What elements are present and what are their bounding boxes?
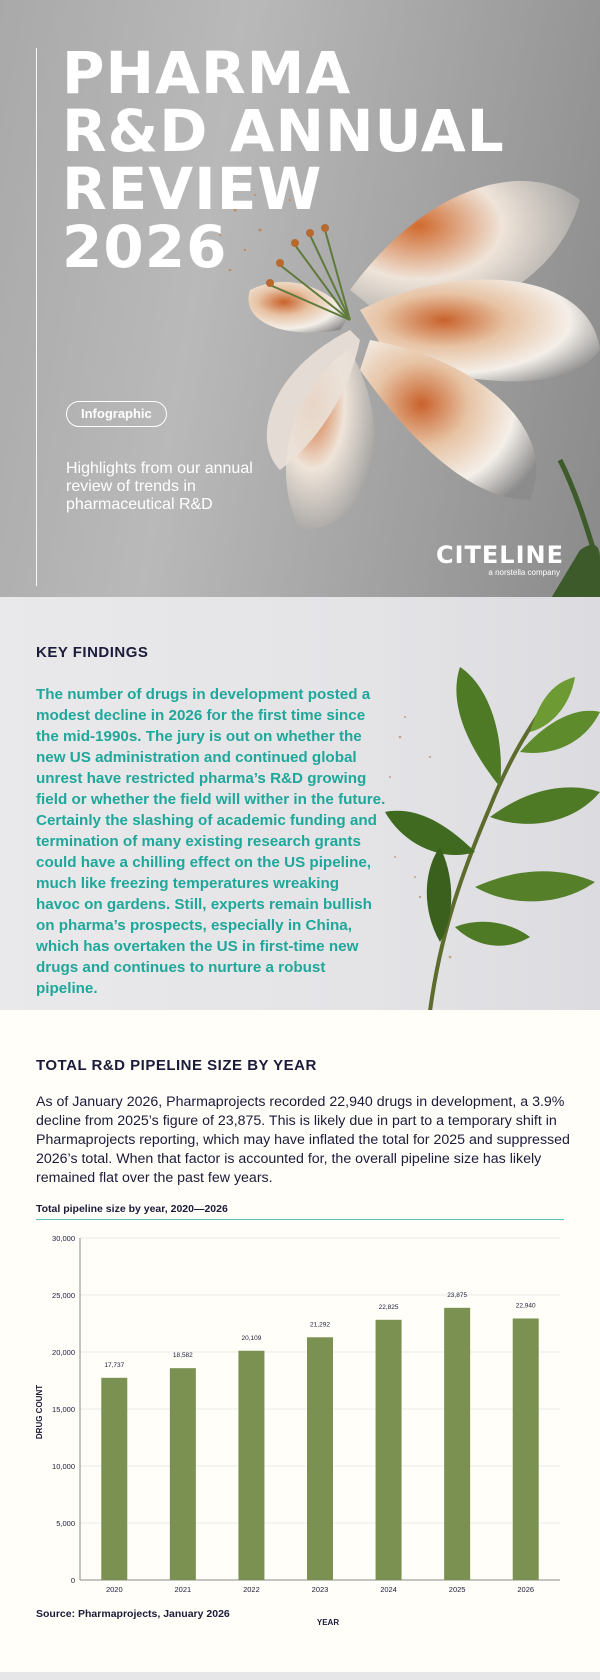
key-findings-section (0, 597, 600, 1010)
x-tick-label: 2024 (380, 1585, 397, 1594)
y-tick-label: 20,000 (52, 1348, 75, 1357)
hero-subtitle: Highlights from our annual review of trends in pharmaceutical R&D (66, 460, 253, 513)
infographic-badge: Infographic (66, 401, 167, 427)
key-findings-heading: KEY FINDINGS (36, 644, 149, 661)
pipeline-bar-chart (20, 1232, 580, 1632)
bar-2022 (238, 1351, 264, 1580)
y-tick-label: 30,000 (52, 1234, 75, 1243)
x-tick-label: 2022 (243, 1585, 260, 1594)
bar-value-label: 23,875 (447, 1291, 468, 1299)
bar-value-label: 20,109 (241, 1334, 262, 1342)
bar-value-label: 18,582 (172, 1352, 193, 1360)
bar-value-label: 17,737 (104, 1361, 125, 1369)
key-findings-text: The number of drugs in development posted a modest decline in 2026 for the first time since the mid-1990s. The jury is out on whether the new US administration and continued global unrest have restricted pharma’s R&D growing field or whether the field will wither in the future. Certainly the slashing of academic funding and termination of many existing research grants could have a chilling effect on the US pipeline, much like freezing temperatures wreaking havoc on gardens. Still, experts remain bullish on pharma’s prospects, especially in China, which has overtaken the US in first-time new drugs and continues to nurture a robust pipeline. (36, 686, 386, 997)
bar-2021 (170, 1368, 196, 1580)
bar-2024 (376, 1320, 402, 1580)
pipeline-section (0, 1010, 600, 1670)
chart-caption: Total pipeline size by year, 2020—2026 (36, 1203, 564, 1220)
x-tick-label: 2023 (311, 1585, 329, 1594)
bar-value-label: 22,825 (378, 1303, 399, 1311)
x-axis-label: YEAR (316, 1618, 340, 1627)
citeline-logo (436, 542, 564, 578)
x-tick-label: 2025 (448, 1585, 466, 1594)
bar-2025 (444, 1308, 470, 1580)
y-tick-label: 0 (70, 1576, 75, 1585)
pipeline-text: As of January 2026, Pharmaprojects recorded 22,940 drugs in development, a 3.9% decline from 2025’s figure of 23,875. This is likely due in part to a temporary shift in Pharmaprojects reporting, which may have inflated the total for 2025 and suppressed 2026’s total. When that factor is accounted for, the overall pipeline size has likely remained flat over the past few years. (36, 1094, 570, 1186)
bar-2020 (101, 1378, 127, 1580)
chart-source: Source: Pharmaprojects, January 2026 (36, 1608, 230, 1620)
bar-value-label: 21,292 (310, 1321, 330, 1329)
hero-section (0, 0, 600, 597)
x-tick-label: 2020 (105, 1585, 123, 1594)
bar-2026 (513, 1318, 539, 1580)
seedling-illustration (380, 657, 600, 1010)
y-tick-label: 25,000 (52, 1291, 75, 1300)
x-tick-label: 2026 (517, 1585, 535, 1594)
logo-tagline: a norstella company (488, 568, 560, 577)
y-tick-label: 10,000 (52, 1462, 75, 1471)
y-axis-label: DRUG COUNT (35, 1384, 44, 1440)
y-tick-label: 15,000 (52, 1405, 75, 1414)
pipeline-heading: TOTAL R&D PIPELINE SIZE BY YEAR (36, 1057, 317, 1074)
logo-wordmark: CITELINE (435, 541, 564, 569)
hero-title: PHARMA R&D ANNUAL REVIEW 2026 (62, 39, 505, 281)
footer-band (0, 1672, 600, 1680)
bar-2023 (307, 1337, 333, 1580)
y-tick-label: 5,000 (56, 1519, 75, 1528)
x-tick-label: 2021 (174, 1585, 192, 1594)
bar-value-label: 22,940 (515, 1302, 536, 1310)
hero-vertical-rule (36, 48, 37, 586)
